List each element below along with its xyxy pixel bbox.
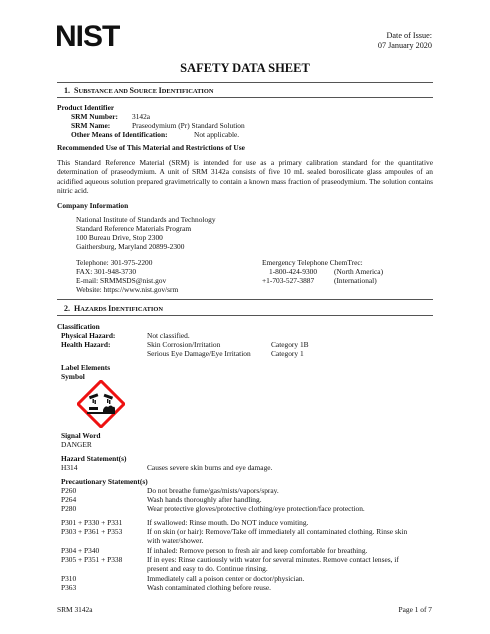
section-1-title-rest: OURCE — [133, 88, 159, 95]
health-hazard-name: Serious Eye Damage/Eye Irritation — [147, 349, 251, 358]
telephone: Telephone: 301-975-2200 — [76, 258, 153, 267]
precautionary-text: If inhaled: Remove person to fresh air and keep comfortable for breathing. — [147, 546, 368, 555]
other-means-value: Not applicable. — [194, 130, 240, 139]
precautionary-code: P305 + P351 + P338 — [61, 555, 123, 564]
emergency-2-region: (International) — [334, 276, 377, 285]
precautionary-statements-label: Precautionary Statement(s) — [61, 477, 148, 486]
document-title: SAFETY DATA SHEET — [180, 61, 310, 75]
health-hazard-label: Health Hazard: — [61, 340, 111, 349]
precautionary-code: P363 — [61, 583, 77, 592]
section-1-title-cap: I — [158, 86, 162, 95]
company-line: National Institute of Standards and Technology — [76, 215, 216, 224]
section-2-number: 2. — [64, 304, 70, 313]
section-2-heading — [64, 304, 163, 313]
nist-logo-text: NIST — [55, 23, 120, 49]
section-2-title-cap: H — [74, 304, 81, 313]
other-means-label: Other Means of Identification: — [71, 130, 168, 139]
precautionary-text: If in eyes: Rinse cautiously with water for several minutes. Remove contact lenses, if — [147, 555, 399, 564]
product-identifier-label: Product Identifier — [57, 103, 115, 112]
signal-word-label: Signal Word — [61, 431, 101, 440]
precautionary-code: P303 + P361 + P353 — [61, 527, 123, 536]
recommended-use-label: Recommended Use of This Material and Restrictions of Use — [57, 143, 245, 152]
corrosion-pictogram-icon — [77, 380, 125, 433]
page-number: Page 1 of 7 — [398, 605, 432, 614]
srm-number-value: 3142a — [132, 112, 151, 121]
hazard-statements-label: Hazard Statement(s) — [61, 454, 127, 463]
section-1-heading — [64, 86, 213, 95]
company-line: Standard Reference Materials Program — [76, 224, 192, 233]
precautionary-text: Do not breathe fume/gas/mists/vapors/spray. — [147, 486, 279, 495]
precautionary-code: P310 — [61, 574, 77, 583]
section-1-title-cap: S — [129, 86, 134, 95]
section-2-title-cap: I — [108, 304, 112, 313]
precautionary-code: P260 — [61, 486, 77, 495]
section-1-title-cap: S — [74, 86, 79, 95]
health-hazard-category: Category 1 — [271, 349, 304, 358]
physical-hazard-value: Not classified. — [147, 331, 190, 340]
section-1-title-rest: DENTIFICATION — [161, 88, 214, 95]
precautionary-text: with water/shower. — [147, 536, 204, 545]
precautionary-text: If on skin (or hair): Remove/Take off immediately all contaminated clothing. Rinse skin — [147, 527, 408, 536]
srm-name-label: SRM Name: — [71, 121, 111, 130]
symbol-label: Symbol — [61, 372, 85, 381]
company-line: Gaithersburg, Maryland 20899-2300 — [76, 242, 185, 251]
precautionary-text: present and easy to do. Continue rinsing. — [147, 564, 268, 573]
srm-number-label: SRM Number: — [71, 112, 119, 121]
company-info-label: Company Information — [57, 201, 129, 210]
hazard-statement-code: H314 — [61, 463, 78, 472]
health-hazard-category: Category 1B — [271, 340, 309, 349]
emergency-1-region: (North America) — [334, 267, 384, 276]
email: E-mail: SRMMSDS@nist.gov — [76, 276, 167, 285]
srm-name-value: Praseodymium (Pr) Standard Solution — [132, 121, 245, 130]
precautionary-text: Wash contaminated clothing before reuse. — [147, 583, 271, 592]
section-1-number: 1. — [64, 86, 70, 95]
section-2-bottom-rule — [57, 315, 433, 316]
precautionary-text: Immediately call a poison center or doctor/physician. — [147, 574, 305, 583]
section-2-title-rest: AZARDS — [80, 306, 109, 313]
precautionary-text: Wear protective gloves/protective clothing/eye protection/face protection. — [147, 504, 365, 513]
precautionary-code: P304 + P340 — [61, 546, 100, 555]
precautionary-code: P301 + P330 + P331 — [61, 518, 123, 527]
hazard-statement-text: Causes severe skin burns and eye damage. — [147, 463, 273, 472]
section-1-top-rule — [57, 82, 433, 83]
website: Website: https://www.nist.gov/srm — [76, 285, 179, 294]
emergency-2-number: +1-703-527-3887 — [262, 276, 315, 285]
footer-left: SRM 3142a — [57, 605, 93, 614]
precautionary-code: P280 — [61, 504, 77, 513]
label-elements-label: Label Elements — [61, 363, 111, 372]
classification-label: Classification — [57, 322, 100, 331]
precautionary-text: Wash hands thoroughly after handling. — [147, 495, 262, 504]
section-2-top-rule — [57, 299, 433, 300]
section-2-title-rest: DENTIFICATION — [111, 306, 163, 313]
section-1-bottom-rule — [57, 97, 433, 98]
physical-hazard-label: Physical Hazard: — [61, 331, 116, 340]
recommended-use-text: This Standard Reference Material (SRM) is intended for use as a primary calibration standard for the quantitative determination of praseodymium. A unit of SRM 3142a consists of five 10 mL sealed borosilicate glass ampoules of an acidified aqueous solution prepared gravimetrically to contain a known mass fraction of praseodymium. The solution contains nitric acid. — [57, 158, 433, 196]
section-1-title-rest: UBSTANCE AND — [78, 88, 130, 95]
signal-word-value: DANGER — [61, 440, 92, 449]
date-of-issue-value: 07 January 2020 — [377, 41, 432, 50]
precautionary-text: If swallowed: Rinse mouth. Do NOT induce vomiting. — [147, 518, 309, 527]
emergency-label: Emergency Telephone ChemTrec: — [262, 258, 363, 267]
nist-logo — [55, 23, 139, 54]
company-line: 100 Bureau Drive, Stop 2300 — [76, 233, 163, 242]
emergency-1-number: 1-800-424-9300 — [269, 267, 318, 276]
precautionary-code: P264 — [61, 495, 77, 504]
date-of-issue-label: Date of Issue: — [386, 31, 432, 40]
health-hazard-name: Skin Corrosion/Irritation — [147, 340, 221, 349]
fax: FAX: 301-948-3730 — [76, 267, 137, 276]
